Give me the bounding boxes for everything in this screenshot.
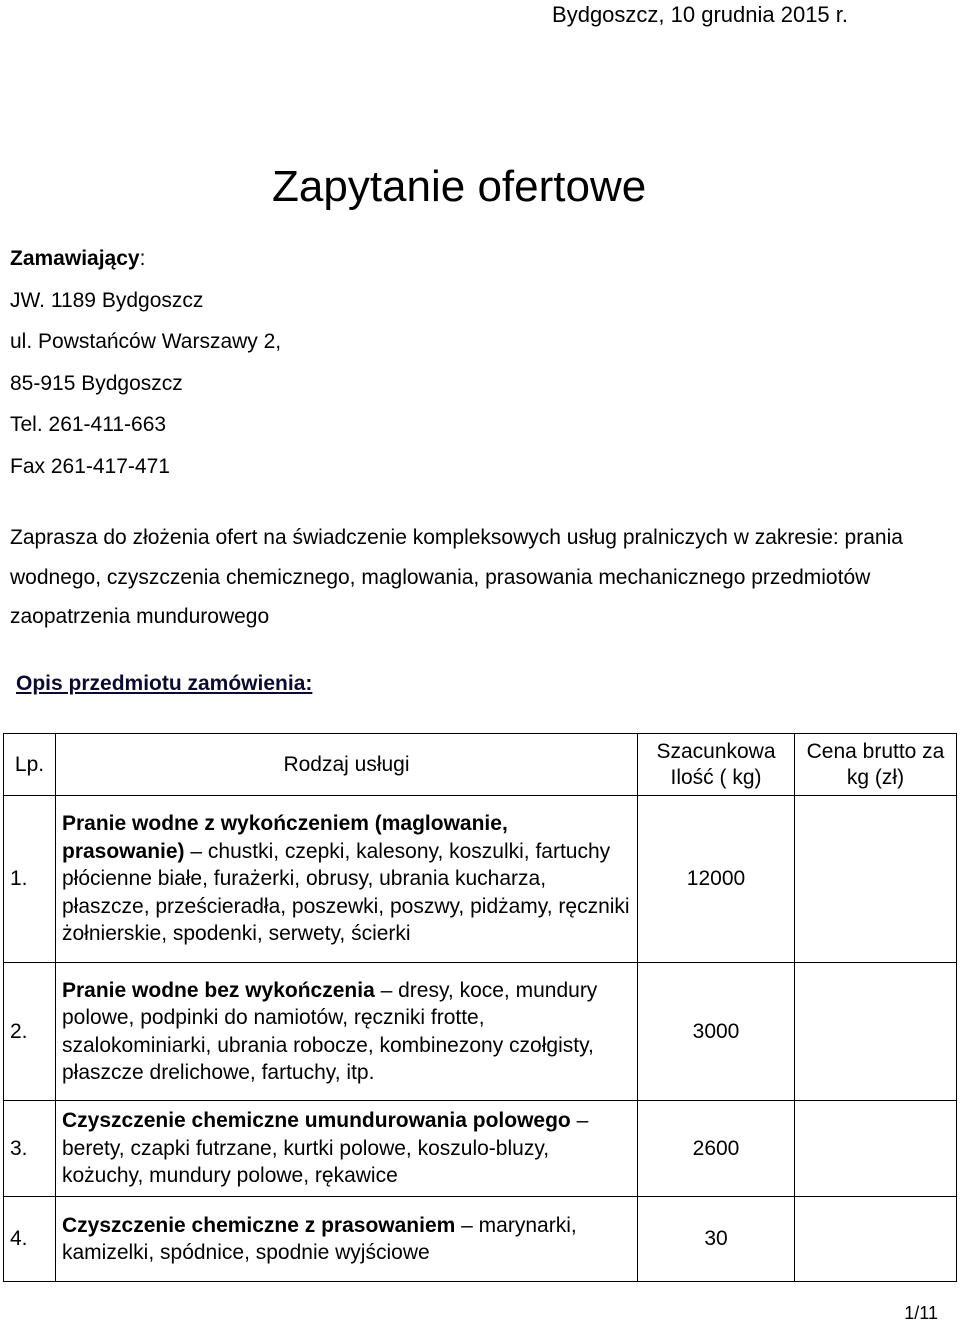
row-service	[56, 1197, 638, 1282]
service-items: – chustki, czepki, kalesony, koszulki, fartuchy płócienne białe, furażerki, obrusy, ubrania kucharza, płaszcze, prześcieradła, poszewki, poszwy, pidżamy, ręczniki żołnierskie, spodenki, serwety, ścierki	[62, 839, 630, 946]
row-price	[795, 1101, 957, 1197]
row-service	[56, 796, 638, 963]
row-number: 3.	[4, 1101, 56, 1197]
buyer-line: Tel. 261-411-663	[10, 413, 167, 436]
buyer-label-colon: :	[139, 247, 146, 270]
table-header-row	[4, 734, 957, 796]
page-number: 1/11	[904, 1303, 938, 1323]
buyer-line: JW. 1189 Bydgoszcz	[10, 288, 204, 312]
header-quantity: Szacunkowa Ilość ( kg)	[638, 734, 795, 796]
service-name: Czyszczenie chemiczne umundurowania polowego	[62, 1109, 571, 1133]
document-title: Zapytanie ofertowe	[272, 162, 647, 211]
header-price: Cena brutto za kg (zł)	[795, 734, 957, 796]
service-name: Pranie wodne z wykończeniem (maglowanie, prasowanie)	[62, 812, 508, 863]
row-number: 4.	[4, 1197, 56, 1282]
row-quantity: 30	[638, 1197, 795, 1282]
buyer-label-text: Zamawiający	[10, 247, 140, 270]
buyer-line: 85-915 Bydgoszcz	[10, 371, 183, 395]
service-items: – marynarki, kamizelki, spódnice, spodnie wyjściowe	[62, 1213, 577, 1264]
row-quantity: 3000	[638, 963, 795, 1101]
table-row	[4, 1197, 957, 1282]
intro-paragraph: Zaprasza do złożenia ofert na świadczenie kompleksowych usług pralniczych w zakresie: prania wodnego, czyszczenia chemicznego, maglowania, prasowania mechanicznego przedmiotów zaopatrzenia mundurowego	[10, 526, 903, 628]
row-number: 1.	[4, 796, 56, 963]
service-name: Czyszczenie chemiczne z prasowaniem	[62, 1213, 456, 1237]
services-table	[3, 733, 957, 1282]
service-items: – berety, czapki futrzane, kurtki polowe, koszulo-bluzy, kożuchy, mundury polowe, rękawice	[62, 1109, 589, 1188]
row-quantity: 12000	[638, 796, 795, 963]
buyer-line: Fax 261-417-471	[10, 454, 170, 478]
buyer-line: ul. Powstańców Warszawy 2,	[10, 330, 282, 353]
row-quantity: 2600	[638, 1101, 795, 1197]
row-price	[795, 963, 957, 1101]
row-number: 2.	[4, 963, 56, 1101]
buyer-label	[10, 238, 281, 280]
table-row	[4, 1101, 957, 1197]
order-description-heading: Opis przedmiotu zamówienia:	[16, 672, 313, 695]
row-service	[56, 963, 638, 1101]
buyer-block	[10, 238, 281, 487]
row-price	[795, 1197, 957, 1282]
row-price	[795, 796, 957, 963]
table-row	[4, 963, 957, 1101]
row-service	[56, 1101, 638, 1197]
header-service: Rodzaj usługi	[56, 734, 638, 796]
document-date: Bydgoszcz, 10 grudnia 2015 r.	[552, 2, 848, 27]
header-lp: Lp.	[4, 734, 56, 796]
table-row	[4, 796, 957, 963]
service-name: Pranie wodne bez wykończenia	[62, 978, 375, 1002]
service-items: – dresy, koce, mundury polowe, podpinki do namiotów, ręczniki frotte, szalokominiarki, ubrania robocze, kombinezony czołgisty, płaszcze drelichowe, fartuchy, itp.	[62, 978, 598, 1084]
